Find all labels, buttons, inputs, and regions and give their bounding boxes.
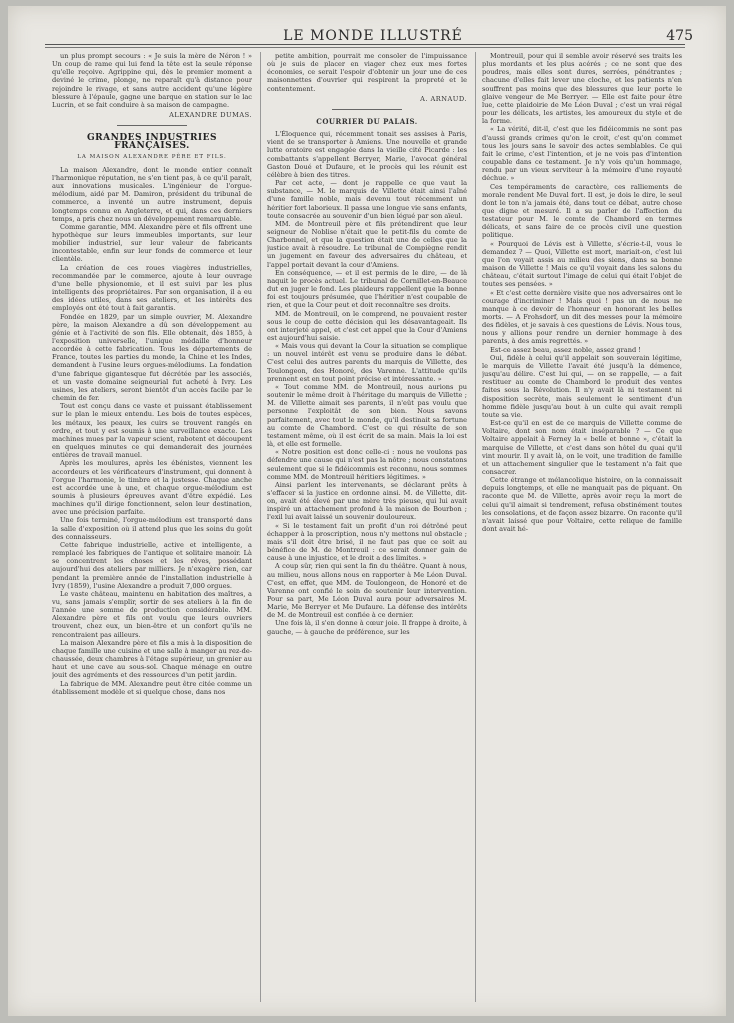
- article-paragraph: MM. de Montreuil, on le comprend, ne pouvaient rester sous le coup de cette décision qui les désavantageait. Ils ont interjeté appel, et c'est cet appel que la Cour d'Amiens est aujourd'hui saisie.: [267, 309, 467, 342]
- page-number: 475: [666, 28, 693, 44]
- article-paragraph: « La vérité, dit-il, c'est que les fidéicommis ne sont pas d'aussi grands crimes qu'on le croit, c'est qu'on commet tous les jours sans le savoir des actes semblables. Ce qui fait le crime, c'est l'intention, et je ne vois pas d'intention coupable dans ce testament. Je n'y vois qu'un hommage, rendu par un vieux serviteur à la mémoire d'une royauté déchue. »: [482, 125, 682, 183]
- article-paragraph: « Pourquoi de Lévis est à Villette, s'écrie-t-il, vous le demandez ? — Quoi, Villette est mort, mariait-on, c'est lui que l'on voyait assis au milieu des siens, dans sa bonne maison de Villette ! Mais ce qu'il voyait dans les salons du château, c'était surtout l'image de celui qui était l'objet de toutes ses pensées. »: [482, 239, 682, 289]
- article-paragraph: « Si le testament fait un profit d'un roi détrôné peut échapper à la proscription, nous n'y mettons nul obstacle ; mais s'il doit être brisé, il ne faut pas que ce soit au bénéfice de M. de Montreuil : ce serait donner gain de cause à une injustice, et le droit a des limites. »: [267, 521, 467, 563]
- column-divider: [260, 52, 261, 1002]
- article-paragraph: Ainsi parlent les intervenants, se déclarant prêts à s'effacer si la justice en ordonne ainsi. M. de Villette, dit-on, avait été élevé par une mère très pieuse, qui lui avait inspiré un attachement profond à la maison de Bourbon ; l'exil lui avait laissé un souvenir douloureux.: [267, 480, 467, 522]
- article-paragraph: La création de ces roues viagères industrielles, recommandée par le commerce, ajoute à leur ouvrage d'une belle physionomie, et il est suivi par les plus intelligents des propriétaires. Par son organisation, il a eu des idées utiles, dans ses ateliers, et les intérêts des employés ont été tout à fait garantis.: [52, 263, 252, 313]
- article-paragraph: « Et c'est cette dernière visite que nos adversaires ont le courage d'incriminer ! Mais quoi ! pas un de nous ne manque à ce devoir de l'honneur en honorant les belles morts. — A Frohsdorf, un dit des messes pour la mémoire des fidèles, et je savais à ces questions de Lévis. Nous tous, nous y allions pour rendre un dernier hommage à des parents, à des amis regrettés. »: [482, 288, 682, 346]
- article-signature: ALEXANDRE DUMAS.: [169, 111, 252, 120]
- header-rule-secondary: [45, 47, 685, 48]
- article-paragraph: Cette étrange et mélancolique histoire, on la connaissait depuis longtemps, et elle ne manquait pas de piquant. On raconte que M. de Villette, après avoir reçu la mort de celui qu'il aimait si tendrement, refusa obstinément toutes les consolations, et de façon assez bizarre. On raconte qu'il n'avait laissé que pour Voltaire, cette relique de famille dont avait hé-: [482, 476, 682, 534]
- column-2: [267, 52, 467, 1002]
- section-divider: [332, 109, 402, 110]
- article-signature: A. ARNAUD.: [420, 94, 467, 103]
- column-1: [52, 52, 252, 1002]
- article-paragraph: L'Éloquence qui, récemment tonait ses assises à Paris, vient de se transporter à Amiens. Une nouvelle et grande lutte oratoire est engagée dans la vieille cité Picarde : les combattants s'appellent Berryer, Marie, l'avocat général Gaston Doué et Dufaure, et le procès qui les réunit est célèbre à bien des titres.: [267, 130, 467, 179]
- article-paragraph: Après les moulures, après les ébénistes, viennent les accordeurs et les vérificateurs d'instrument, qui donnent à l'orgue l'harmonie, le timbre et la justesse. Chaque anche est accordée une à une, et chaque orgue-mélodium est soumis à plusieurs épreuves avant d'être expédié. Les machines qu'il dirige fonctionnent, selon leur destination, avec une précision parfaite.: [52, 459, 252, 517]
- article-paragraph: Comme garantie, MM. Alexandre père et fils offrent une hypothèque sur leurs immeubles importants, sur leur mobilier industriel, sur leur valeur de fabricants incontestable, enfin sur leur fonds de commerce et leur clientèle.: [52, 222, 252, 264]
- section-title: GRANDES INDUSTRIES FRANÇAISES.: [86, 133, 217, 152]
- column-divider: [475, 52, 476, 1002]
- article-text: Montreuil, pour qui il semble avoir réservé ses traits les plus mordants et les plus acérés ; ce ne sont que des poudres, mais elles sont dures, serrées, pénétrantes ; chacune d'elles fait lever une cloche, et les patients n'en souffrent pas moins que des blessures que leur porte le glaive vengeur de Me Berryer. — Elle est faite pour être lue, cette plaidoirie de Me Léon Duval ; c'est un vrai régal pour les délicats, les artistes, les amoureux du style et de la forme.: [482, 52, 682, 126]
- section-title: COURRIER DU PALAIS.: [316, 116, 418, 126]
- article-paragraph: Tout est conçu dans ce vaste et puissant établissement sur le plan le mieux entendu. Les bois de toutes espèces, les métaux, les peaux, les cuirs se trouvent rangés en ordre, et tout y est soumis à une surveillance exacte. Les machines mues par la vapeur scient, rabotent et découpent en quelques minutes ce qui demanderait des journées entières de travail manuel.: [52, 402, 252, 460]
- article-paragraph: Oui, fidèle à celui qu'il appelait son souverain légitime, le marquis de Villette l'avait été jusqu'à la démence, jusqu'au délire. C'est lui qui, — on se rappelle, — a fait restituer au comte de Chambord le produit des ventes faites sous la Révolution. Il n'y avait là ni testament ni disposition secrète, mais seulement le sentiment d'un homme fidèle jusqu'au bout à un culte qui avait rempli toute sa vie.: [482, 353, 682, 419]
- article-paragraph: La maison Alexandre père et fils a mis à la disposition de chaque famille une cuisine et une salle à manger au rez-de-chaussée, deux chambres à l'étage supérieur, un grenier au haut et une cave au sous-sol. Chaque ménage en outre jouit des agréments et des ressources d'un petit jardin.: [52, 638, 252, 680]
- column-3: [482, 52, 682, 1002]
- header-rule: [45, 44, 685, 45]
- article-text: petite ambition, pourrait me consoler de l'impuissance où je suis de placer en viager chez eux mes fortes économies, ce serait l'espoir d'obtenir un jour une de ces maisonnettes d'ouvrier qui respirent la propreté et le contentement.: [267, 52, 467, 93]
- article-paragraph: La maison Alexandre, dont le monde entier connaît l'harmonique réputation, ne s'en tient pas, à ce qu'il paraît, aux innovations musicales. L'ingénieur de l'orgue-mélodium, aidé par M. Damiron, président du tribunal de commerce, a inventé un autre instrument, depuis longtemps connu en Angleterre, et qui, dans ces derniers temps, a pris chez nous un développement remarquable.: [52, 165, 252, 223]
- page-header: [53, 28, 693, 48]
- article-paragraph: Cette fabrique industrielle, active et intelligente, a remplacé les fabriques de l'antique et solitaire manoir. Là se concentrent les choses et les rêves, possédant aujourd'hui des ateliers par milliers. Je n'exagère rien, car pendant la première année de l'installation industrielle à Ivry (1859), l'usine Alexandre a produit 7,000 orgues.: [52, 540, 252, 590]
- article-paragraph: « Tout comme MM. de Montreuil, nous aurions pu soutenir le même droit à l'héritage du marquis de Villette ; M. de Villette aimait ses parents, il n'eût pas voulu que personne l'exploitât de son bien. Nous savons parfaitement, avec tout le monde, qu'il destinait sa fortune au comte de Chambord. C'est ce qui résulte de son testament même, où il est écrit de sa main. Mais la loi est là, et elle est formelle.: [267, 382, 467, 449]
- article-paragraph: Est-ce assez beau, assez noble, assez grand !: [490, 345, 641, 354]
- article-paragraph: La fabrique de MM. Alexandre peut être citée comme un établissement modèle et si quelque chose, dans nos: [52, 679, 252, 696]
- article-paragraph: Une fois là, il s'en donne à cœur joie. Il frappe à droite, à gauche, — à gauche de préférence, sur les: [267, 619, 467, 636]
- article-paragraph: Le vaste château, maintenu en habitation des maîtres, a vu, sans jamais s'emplir, sortir de ses ateliers à la fin de l'année une somme de production considérable. MM. Alexandre père et fils ont voulu que leurs ouvriers trouvent, chez eux, un bien-être et un confort qu'ils ne rencontraient pas ailleurs.: [52, 589, 252, 639]
- article-paragraph: A coup sûr, rien qui sent la fin du théâtre. Quant à nous, au milieu, nous allons nous en rapporter à Me Léon Duval. C'est, en effet, que MM. de Toulongeon, de Honoré et de Varenne ont confié le soin de soutenir leur intervention. Pour sa part, Me Léon Duval aura pour adversaires M. Marie, Me Berryer et Me Dufaure. La défense des intérêts de M. de Montreuil est confiée à ce dernier.: [267, 562, 467, 620]
- article-paragraph: « Notre position est donc celle-ci : nous ne voulons pas défendre une cause qui n'est pas la nôtre ; nous constatons seulement que si le fidéicommis est reconnu, nous sommes comme MM. de Montreuil héritiers légitimes. »: [267, 448, 467, 481]
- article-paragraph: En conséquence, — et il est permis de le dire, — de là naquit le procès actuel. Le tribunal de Cornillet-en-Beauce dut en juger le fond. Les plaideurs rappellent que la bonne foi est toujours présumée, que l'héritier n'est coupable de rien, et que la Cour peut et doit reconnaître ses droits.: [267, 268, 467, 310]
- article-paragraph: Par cet acte, — dont je rappelle ce que vaut la substance, — M. le marquis de Villette était ainsi l'aîné d'une famille noble, mais devenu tout récemment un héritier fort laborieux. Il passa une longue vie sans enfants, toute consacrée au souvenir d'un bien légué par son aïeul.: [267, 179, 467, 220]
- article-paragraph: Une fois terminé, l'orgue-mélodium est transporté dans la salle d'exposition où il attend plus que les soins du goût des connaisseurs.: [52, 516, 252, 541]
- article-paragraph: « Mais vous qui devant la Cour la situation se complique : un nouvel intérêt est venu se produire dans le débat. C'est celui des autres parents du marquis de Villette, des Toulongeon, des Honoré, des Varenne. L'attitude qu'ils prennent est en tout point précise et intéressante. »: [267, 342, 467, 383]
- article-paragraph: Ces tempéraments de caractère, ces ralliements de morale rendent Me Duval fort. Il est, je dois le dire, le seul dont le ton n'a jamais été, dans tout ce débat, autre chose que digne et mesuré. Il a su parler de l'affection du testateur pour M. le comte de Chambord en termes délicats, et sans faire de ce procès civil une question politique.: [482, 182, 682, 240]
- section-divider: [117, 125, 187, 126]
- article-paragraph: MM. de Montreuil père et fils prétendirent que leur seigneur de Noblise n'était que le petit-fils du comte de Charbonnel, et que la question était une de celles que la justice avait à résoudre. Le tribunal de Compiègne rendit un jugement en faveur des adversaires du château, et l'appel portait devant la cour d'Amiens.: [267, 219, 467, 269]
- article-text: un plus prompt secours : « Je suis la mère de Néron ! » Un coup de rame qui lui fend la tête est la seule réponse qu'elle reçoive. Agrippine qui, dès le premier moment a deviné le crime, plonge, ne reparaît qu'à distance pour rejoindre le rivage, et sans autre accident qu'une légère blessure à l'épaule, gagne une barque en station sur le lac Lucrin, et se fait conduire à sa maison de campagne.: [52, 52, 252, 109]
- section-subtitle: LA MAISON ALEXANDRE PÈRE ET FILS.: [77, 153, 227, 160]
- newspaper-title: LE MONDE ILLUSTRÉ: [283, 28, 463, 44]
- article-paragraph: Est-ce qu'il en est de ce marquis de Villette comme de Voltaire, dont son nom était inséparable ? — Ce que Voltaire appelait à Ferney la « belle et bonne », c'était la marquise de Villette, et c'est dans son hôtel du quai qu'il vint mourir. Il y avait là, on le voit, une tradition de famille et un attachement singulier que le testament n'a fait que consacrer.: [482, 419, 682, 476]
- article-paragraph: Fondée en 1829, par un simple ouvrier, M. Alexandre père, la maison Alexandre a dû son développement au génie et à l'activité de son fils. Elle obtenait, dès 1855, à l'exposition universelle, l'unique médaille d'honneur accordée à cette fabrication. Tous les départements de France, toutes les parties du monde, la Chine et les Indes, demandent à l'usine leurs orgues-mélodiums. La fondation d'une fabrique gigantesque fut décrétée par les associés, et un vaste domaine seigneurial fut acheté à Ivry. Les usines, les ateliers, seront bientôt d'un accès facile par le chemin de fer.: [52, 312, 252, 403]
